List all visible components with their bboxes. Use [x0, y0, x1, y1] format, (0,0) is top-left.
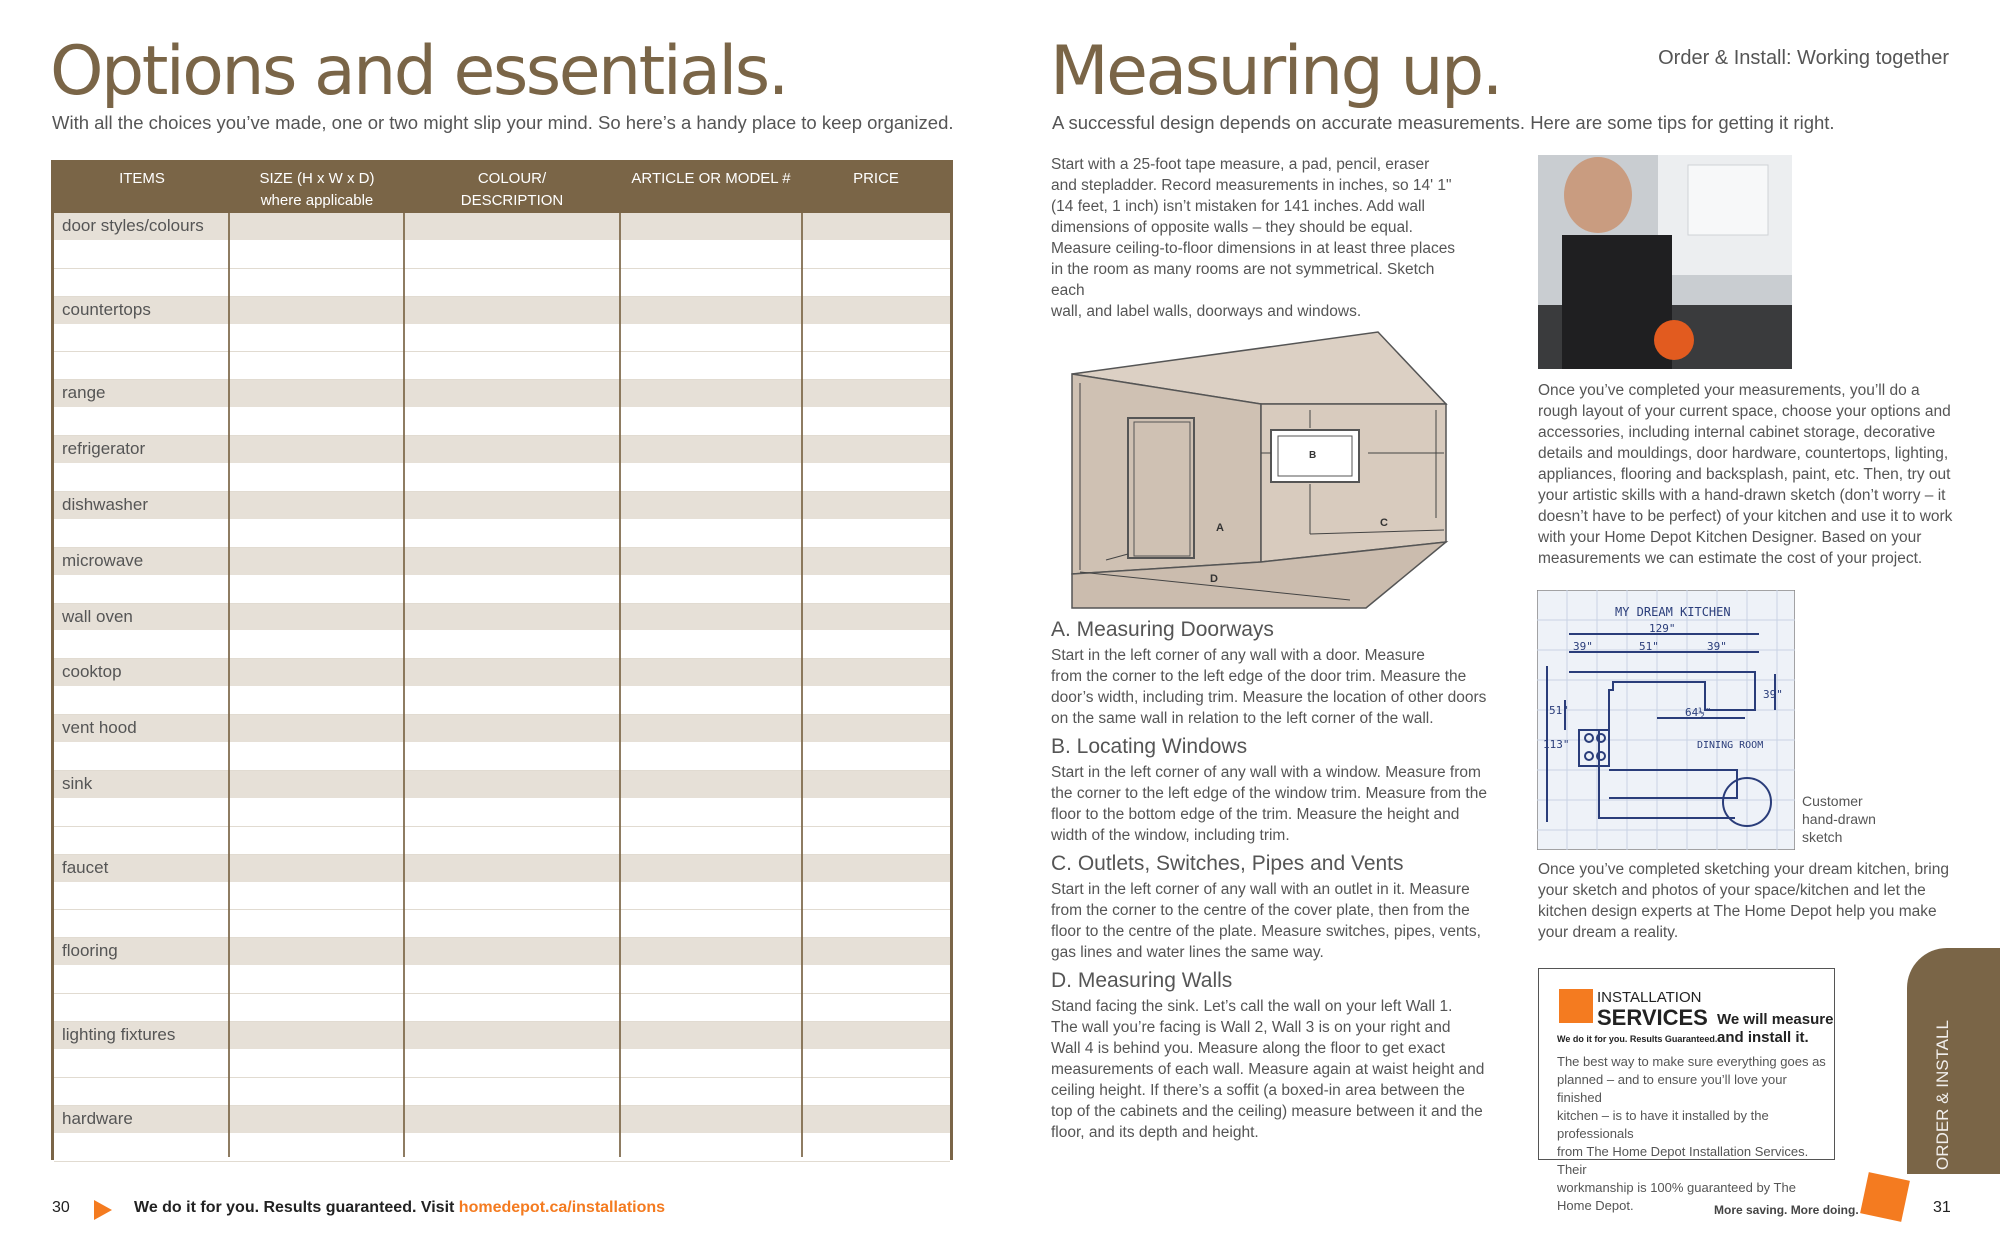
sketch-caption	[1802, 792, 1876, 846]
table-row-blank[interactable]	[54, 1078, 950, 1106]
section-tab-label: ORDER & INSTALL	[1933, 1020, 1952, 1170]
text-line: Once you’ve completed sketching your dream kitchen, bring	[1538, 861, 1949, 878]
row-label: flooring	[62, 941, 118, 961]
table-row-blank[interactable]	[54, 520, 950, 548]
table-row	[54, 855, 950, 883]
sketch-dim: 51"	[1639, 640, 1659, 653]
row-label: wall oven	[62, 606, 133, 626]
text-line: from the corner to the centre of the cover plate, then from the	[1051, 902, 1470, 919]
table-row-blank[interactable]	[54, 1050, 950, 1078]
table-row-blank[interactable]	[54, 1134, 950, 1162]
table-row-blank[interactable]	[54, 994, 950, 1022]
breadcrumb: Order & Install: Working together	[1658, 47, 1949, 69]
row-label: hardware	[62, 1108, 133, 1128]
row-label: cooktop	[62, 662, 122, 682]
col-size-title: SIZE (H x W x D)	[259, 170, 375, 187]
text-line: doesn’t have to be perfect) of your kitchen and use it to work	[1538, 508, 1953, 525]
section-heading: B. Locating Windows	[1051, 735, 1248, 758]
text-line: appliances, flooring and backsplash, paint, etc. Then, try out	[1538, 466, 1951, 483]
hand-drawn-sketch	[1537, 590, 1795, 850]
row-label: refrigerator	[62, 439, 146, 459]
table-row-blank[interactable]	[54, 576, 950, 604]
layout-paragraph	[1538, 380, 1958, 569]
text-line: in the room as many rooms are not symmetrical. Sketch each	[1051, 261, 1435, 299]
options-table	[51, 160, 953, 1160]
text-line: rough layout of your current space, choose your options and	[1538, 403, 1951, 420]
col-article-header: ARTICLE OR MODEL #	[631, 170, 791, 187]
table-row	[54, 771, 950, 799]
col-colour-note: DESCRIPTION	[460, 192, 564, 209]
table-row-blank[interactable]	[54, 743, 950, 771]
table-row	[54, 604, 950, 632]
section-heading: D. Measuring Walls	[1051, 969, 1233, 992]
text-line: Measure ceiling-to-floor dimensions in at least three places	[1051, 240, 1456, 257]
row-label: range	[62, 383, 106, 403]
table-row	[54, 659, 950, 687]
table-row	[54, 548, 950, 576]
home-depot-logo-icon	[1559, 989, 1593, 1023]
section-heading: C. Outlets, Switches, Pipes and Vents	[1051, 852, 1404, 875]
text-line: kitchen design experts at The Home Depot help you make	[1538, 903, 1937, 920]
col-colour-title: COLOUR/	[477, 170, 547, 187]
row-label: microwave	[62, 550, 144, 570]
table-row	[54, 1106, 950, 1134]
col-size-header	[230, 168, 404, 212]
text-line: and stepladder. Record measurements in inches, so 14' 1"	[1051, 177, 1452, 194]
text-line: ceiling height. If there’s a soffit (a boxed-in area between the	[1051, 1082, 1465, 1099]
table-row-blank[interactable]	[54, 687, 950, 715]
text-line: Start in the left corner of any wall with an outlet in it. Measure	[1051, 881, 1470, 898]
measuring-sections	[1051, 618, 1491, 1143]
left-page-title: Options and essentials.	[50, 32, 787, 111]
table-row-blank[interactable]	[54, 269, 950, 297]
right-page-number: 31	[1933, 1199, 1951, 1216]
row-label: countertops	[62, 299, 151, 319]
install-logo-word1: INSTALLATION	[1597, 989, 1702, 1006]
footer-tagline: We do it for you. Results guaranteed. Visit	[134, 1199, 459, 1216]
label-d: D	[1210, 573, 1218, 585]
sketch-dim: 113"	[1543, 738, 1570, 751]
install-promo	[1717, 1011, 1833, 1047]
table-row-blank[interactable]	[54, 325, 950, 353]
text-line: your dream a reality.	[1538, 924, 1679, 941]
install-promo-line: and install it.	[1717, 1029, 1809, 1046]
text-line: on the same wall in relation to the left corner of the wall.	[1051, 710, 1434, 727]
text-line: kitchen – is to have it installed by the professionals	[1557, 1108, 1769, 1141]
col-price-header: PRICE	[853, 170, 899, 187]
left-footer	[134, 1199, 665, 1217]
column-divider	[403, 213, 405, 1157]
text-line: (14 feet, 1 inch) isn’t mistaken for 141 inches. Add wall	[1051, 198, 1425, 215]
section-body	[1051, 879, 1491, 963]
text-line: floor, and its depth and height.	[1051, 1124, 1259, 1141]
table-header	[54, 163, 950, 213]
right-footer-tagline: More saving. More doing.	[1714, 1203, 1859, 1217]
row-label: lighting fixtures	[62, 1025, 176, 1045]
text-line: Start in the left corner of any wall with a door. Measure	[1051, 647, 1425, 664]
sketch-dim: 39"	[1573, 640, 1593, 653]
sketch-paragraph	[1538, 859, 1958, 943]
left-page-number: 30	[52, 1199, 70, 1216]
measuring-photo	[1538, 155, 1792, 369]
text-line: your sketch and photos of your space/kitchen and let the	[1538, 882, 1926, 899]
text-line: dimensions of opposite walls – they should be equal.	[1051, 219, 1413, 236]
text-line: details and mouldings, door hardware, countertops, lighting,	[1538, 445, 1949, 462]
sketch-room-label: DINING ROOM	[1697, 740, 1764, 751]
row-label: door styles/colours	[62, 216, 204, 235]
text-line: The best way to make sure everything goes as	[1557, 1054, 1826, 1069]
col-colour-header	[404, 168, 620, 212]
text-line: your artistic skills with a hand-drawn sketch (don’t worry – it	[1538, 487, 1946, 504]
table-row-blank[interactable]	[54, 408, 950, 436]
text-line: sketch	[1802, 829, 1843, 845]
right-page-title: Measuring up.	[1050, 32, 1501, 111]
text-line: top of the cabinets and the ceiling) measure between it and the	[1051, 1103, 1483, 1120]
table-row	[54, 1022, 950, 1050]
table-row	[54, 380, 950, 408]
row-label: dishwasher	[62, 495, 148, 514]
table-row-blank[interactable]	[54, 966, 950, 994]
text-line: Start with a 25-foot tape measure, a pad, pencil, eraser	[1051, 156, 1430, 173]
text-line: measurements of each wall. Measure again at waist height and	[1051, 1061, 1485, 1078]
table-row-blank[interactable]	[54, 464, 950, 492]
text-line: Stand facing the sink. Let’s call the wall on your left Wall 1.	[1051, 998, 1453, 1015]
sketch-dim: 64½"	[1685, 706, 1712, 719]
intro-paragraph	[1051, 154, 1471, 322]
text-line: gas lines and water lines the same way.	[1051, 944, 1324, 961]
table-row-blank[interactable]	[54, 883, 950, 911]
install-paragraph	[1557, 1053, 1834, 1215]
section-heading: A. Measuring Doorways	[1051, 618, 1274, 641]
home-depot-footer-logo-icon	[1860, 1172, 1910, 1222]
table-row	[54, 213, 950, 241]
text-line: the corner to the left edge of the window trim. Measure from the	[1051, 785, 1487, 802]
text-line: Start in the left corner of any wall with a window. Measure from	[1051, 764, 1481, 781]
text-line: width of the window, including trim.	[1051, 827, 1290, 844]
table-row-blank[interactable]	[54, 911, 950, 939]
section-tab[interactable]	[1907, 948, 2000, 1174]
text-line: workmanship is 100% guaranteed by The Home Depot.	[1557, 1180, 1796, 1213]
text-line: The wall you’re facing is Wall 2, Wall 3 is on your right and	[1051, 1019, 1451, 1036]
column-divider	[801, 213, 803, 1157]
text-line: accessories, including internal cabinet storage, decorative	[1538, 424, 1936, 441]
section-body	[1051, 762, 1491, 846]
orange-arrow-icon	[92, 1198, 114, 1222]
table-row-blank[interactable]	[54, 827, 950, 855]
text-line: wall, and label walls, doorways and windows.	[1051, 303, 1362, 320]
label-c: C	[1380, 517, 1388, 529]
install-logo-word2: SERVICES	[1597, 1005, 1708, 1030]
text-line: from the corner to the left edge of the door trim. Measure the	[1051, 668, 1467, 685]
label-a: A	[1216, 522, 1224, 534]
text-line: measurements we can estimate the cost of your project.	[1538, 550, 1923, 567]
column-divider	[228, 213, 230, 1157]
text-line: Wall 4 is behind you. Measure along the floor to get exact	[1051, 1040, 1446, 1057]
text-line: floor to the bottom edge of the trim. Measure the height and	[1051, 806, 1460, 823]
sketch-title: MY DREAM KITCHEN	[1615, 605, 1731, 619]
text-line: Customer	[1802, 793, 1863, 809]
table-row	[54, 715, 950, 743]
label-b: B	[1309, 450, 1317, 461]
install-promo-line: We will measure	[1717, 1011, 1834, 1028]
table-row	[54, 492, 950, 520]
text-line: hand-drawn	[1802, 811, 1876, 827]
sketch-dim: 129"	[1649, 622, 1676, 635]
text-line: from The Home Depot Installation Services. Their	[1557, 1144, 1809, 1177]
table-row-blank[interactable]	[54, 799, 950, 827]
text-line: planned – and to ensure you’ll love your finished	[1557, 1072, 1787, 1105]
right-page-subtitle: A successful design depends on accurate measurements. Here are some tips for getting it right.	[1052, 112, 1835, 133]
text-line: floor to the centre of the plate. Measure switches, pipes, vents,	[1051, 923, 1481, 940]
left-page-subtitle: With all the choices you’ve made, one or two might slip your mind. So here’s a handy place to keep organized.	[52, 112, 954, 133]
footer-link[interactable]: homedepot.ca/installations	[458, 1199, 666, 1216]
table-row-blank[interactable]	[54, 632, 950, 660]
table-row	[54, 436, 950, 464]
text-line: door’s width, including trim. Measure the location of other doors	[1051, 689, 1487, 706]
sketch-dim: 39"	[1707, 640, 1727, 653]
column-divider	[619, 213, 621, 1157]
table-row	[54, 297, 950, 325]
room-measurement-diagram	[1066, 318, 1458, 614]
sketch-dim: 51"	[1549, 704, 1569, 717]
row-label: sink	[62, 774, 93, 793]
table-row-blank[interactable]	[54, 241, 950, 269]
table-row	[54, 938, 950, 966]
text-line: with your Home Depot Kitchen Designer. Based on your	[1538, 529, 1922, 546]
table-row-blank[interactable]	[54, 353, 950, 381]
install-logo-tagline: We do it for you. Results Guaranteed.	[1557, 1034, 1718, 1044]
col-items-header: ITEMS	[119, 170, 165, 187]
text-line: Once you’ve completed your measurements, you’ll do a	[1538, 382, 1920, 399]
section-body	[1051, 645, 1491, 729]
col-size-note: where applicable	[260, 192, 374, 209]
row-label: vent hood	[62, 718, 137, 738]
section-body	[1051, 996, 1491, 1143]
row-label: faucet	[62, 857, 109, 877]
sketch-dim: 39"	[1763, 688, 1783, 701]
